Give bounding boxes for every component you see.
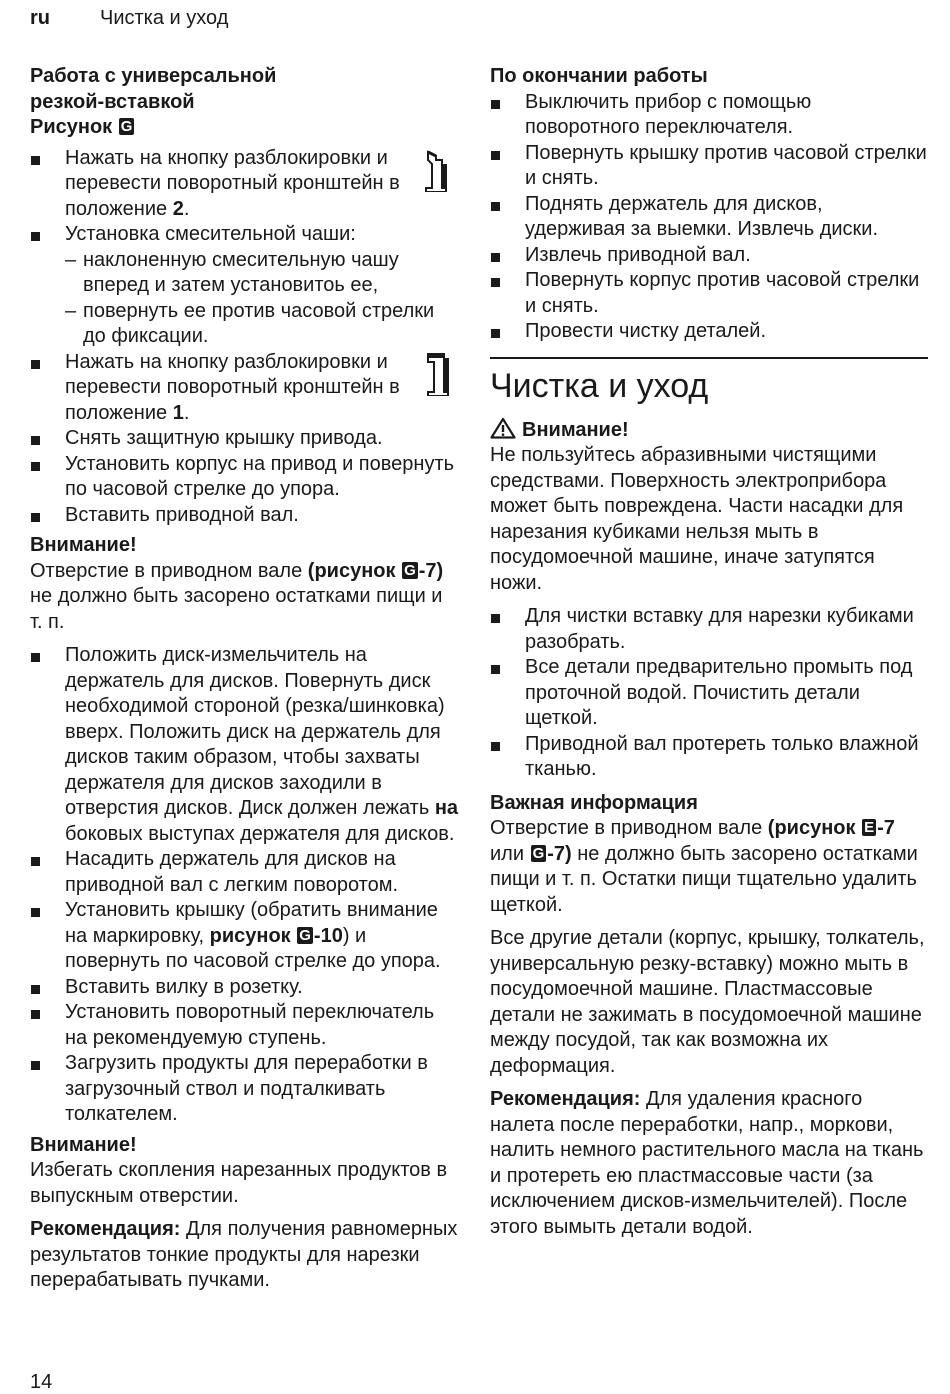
finish-steps-list bbox=[490, 90, 928, 345]
bowl-sub-steps bbox=[65, 248, 458, 350]
left-column bbox=[30, 64, 458, 1294]
figure-ref-badge: G bbox=[404, 561, 416, 579]
list-item: Выключить прибор с помощью поворотного переключателя. bbox=[490, 90, 928, 141]
tip-paragraph: Рекомендация: Для получения равномерных результатов тонкие продукты для нарезки перерабатывать пучками. bbox=[30, 1218, 458, 1291]
attention-text-2: Избегать скопления нарезанных продуктов в выпускным отверстии. bbox=[30, 1159, 448, 1207]
list-item: Насадить держатель для дисков на приводной вал с легким поворотом. bbox=[30, 847, 458, 898]
right-column bbox=[490, 64, 928, 1240]
important-text: Отверстие в приводном вале (рисунок E -7 или G -7) не должно быть засорено остатками пищи и т. п. Остатки пищи тщательно удалить щеткой. bbox=[490, 817, 918, 916]
list-item: Поднять держатель для дисков, удерживая за выемки. Извлечь диски. bbox=[490, 192, 928, 243]
list-item: Приводной вал протереть только влажной тканью. bbox=[490, 732, 928, 783]
list-item: Вставить вилку в розетку. bbox=[30, 975, 458, 1001]
header-title: Чистка и уход bbox=[100, 7, 229, 29]
care-steps-list bbox=[490, 604, 928, 783]
arm-position-2-icon bbox=[422, 146, 456, 192]
language-code: ru bbox=[30, 7, 50, 29]
finish-heading: По окончании работы bbox=[490, 65, 708, 87]
arm-position-1-icon bbox=[422, 350, 456, 396]
list-item: Провести чистку деталей. bbox=[490, 319, 928, 345]
section-divider bbox=[490, 357, 928, 359]
figure-ref-badge: G bbox=[532, 844, 545, 862]
assembly-steps-list bbox=[30, 146, 458, 529]
list-item: Установить корпус на привод и повернуть по часовой стрелке до упора. bbox=[30, 452, 458, 503]
sub-list-item: – наклоненную смесительную чашу вперед и затем установитоь ее, bbox=[65, 248, 458, 299]
list-item: Нажать на кнопку разблокировки и перевести поворотный кронштейн в положение 1. bbox=[30, 350, 458, 427]
sub-list-item: – повернуть ее против часовой стрелки до фиксации. bbox=[65, 299, 458, 350]
list-item: Для чистки вставку для нарезки кубиками разобрать. bbox=[490, 604, 928, 655]
attention-heading-2: Внимание! bbox=[30, 1133, 137, 1156]
section-title: Чистка и уход bbox=[490, 366, 709, 405]
list-item: Вставить приводной вал. bbox=[30, 503, 458, 529]
attention-text: Отверстие в приводном вале (рисунок G -7) не должно быть засорено остатками пищи и т. п. bbox=[30, 559, 444, 633]
list-item: Установить поворотный переключатель на рекомендуемую ступень. bbox=[30, 1000, 458, 1051]
list-item: Повернуть корпус против часовой стрелки и снять. bbox=[490, 268, 928, 319]
list-item: Повернуть крышку против часовой стрелки и снять. bbox=[490, 141, 928, 192]
page-number: 14 bbox=[30, 1371, 53, 1393]
list-item: Извлечь приводной вал. bbox=[490, 243, 928, 269]
page-header bbox=[30, 5, 228, 31]
warning-text: Не пользуйтесь абразивными чистящими средствами. Поверхность электроприбора может быть повреждена. Части насадки для нарезания кубиками нельзя мыть в посудомоечной машине, иначе затупятся ножи. bbox=[490, 444, 904, 594]
dishwasher-paragraph: Все другие детали (корпус, крышку, толкатель, универсальную резку-вставку) можно мыть в посудомоечной машине. Пластмассовые детали не зажимать в посудомоечной машине между посудой, так как возможна их деформация. bbox=[490, 927, 925, 1077]
warning-heading: Внимание! bbox=[490, 417, 928, 444]
section-heading-universal-insert: Работа с универсальной резкой-вставкой Рисунок G bbox=[30, 65, 277, 138]
important-heading: Важная информация bbox=[490, 791, 698, 814]
list-item: Загрузить продукты для переработки в загрузочный ствол и подталкивать толкателем. bbox=[30, 1051, 458, 1128]
attention-heading: Внимание! bbox=[30, 534, 137, 556]
list-item: Установить крышку (обратить внимание на маркировку, рисунок G -10) и повернуть по часовой стрелке до упора. bbox=[30, 898, 458, 975]
figure-ref-badge: E bbox=[864, 819, 875, 836]
figure-ref-badge: G bbox=[299, 926, 311, 944]
tip-paragraph-right: Рекомендация: Для удаления красного налета после переработки, напр., моркови, налить немного растительного масла на ткань и протереть ею пластмассовые части (за исключением дисков-измельчителей). После этого вымыть детали водой. bbox=[490, 1088, 924, 1238]
list-item: Положить диск-измельчитель на держатель для дисков. Повернуть диск необходимой стороной (резка/шинковка) вверх. Положить диск на держатель для дисков таким образом, чтобы захваты держателя для дисков заходили в отверстия дисков. Диск должен лежать на боковых выступах держателя для дисков. bbox=[30, 643, 458, 847]
operation-steps-list bbox=[30, 643, 458, 1128]
list-item: Установка смесительной чаши: – наклоненную смесительную чашу вперед и затем установитоь ее, – повернуть ее против часовой стрелки до фиксации. bbox=[30, 222, 458, 350]
list-item: Нажать на кнопку разблокировки и перевести поворотный кронштейн в положение 2. bbox=[30, 146, 458, 223]
figure-ref-badge: G bbox=[120, 118, 133, 135]
tip-label: Рекомендация: bbox=[490, 1088, 641, 1110]
tip-label: Рекомендация: bbox=[30, 1218, 181, 1240]
warning-triangle-icon bbox=[490, 417, 516, 439]
list-item: Снять защитную крышку привода. bbox=[30, 426, 458, 452]
list-item: Все детали предварительно промыть под проточной водой. Почистить детали щеткой. bbox=[490, 655, 928, 732]
